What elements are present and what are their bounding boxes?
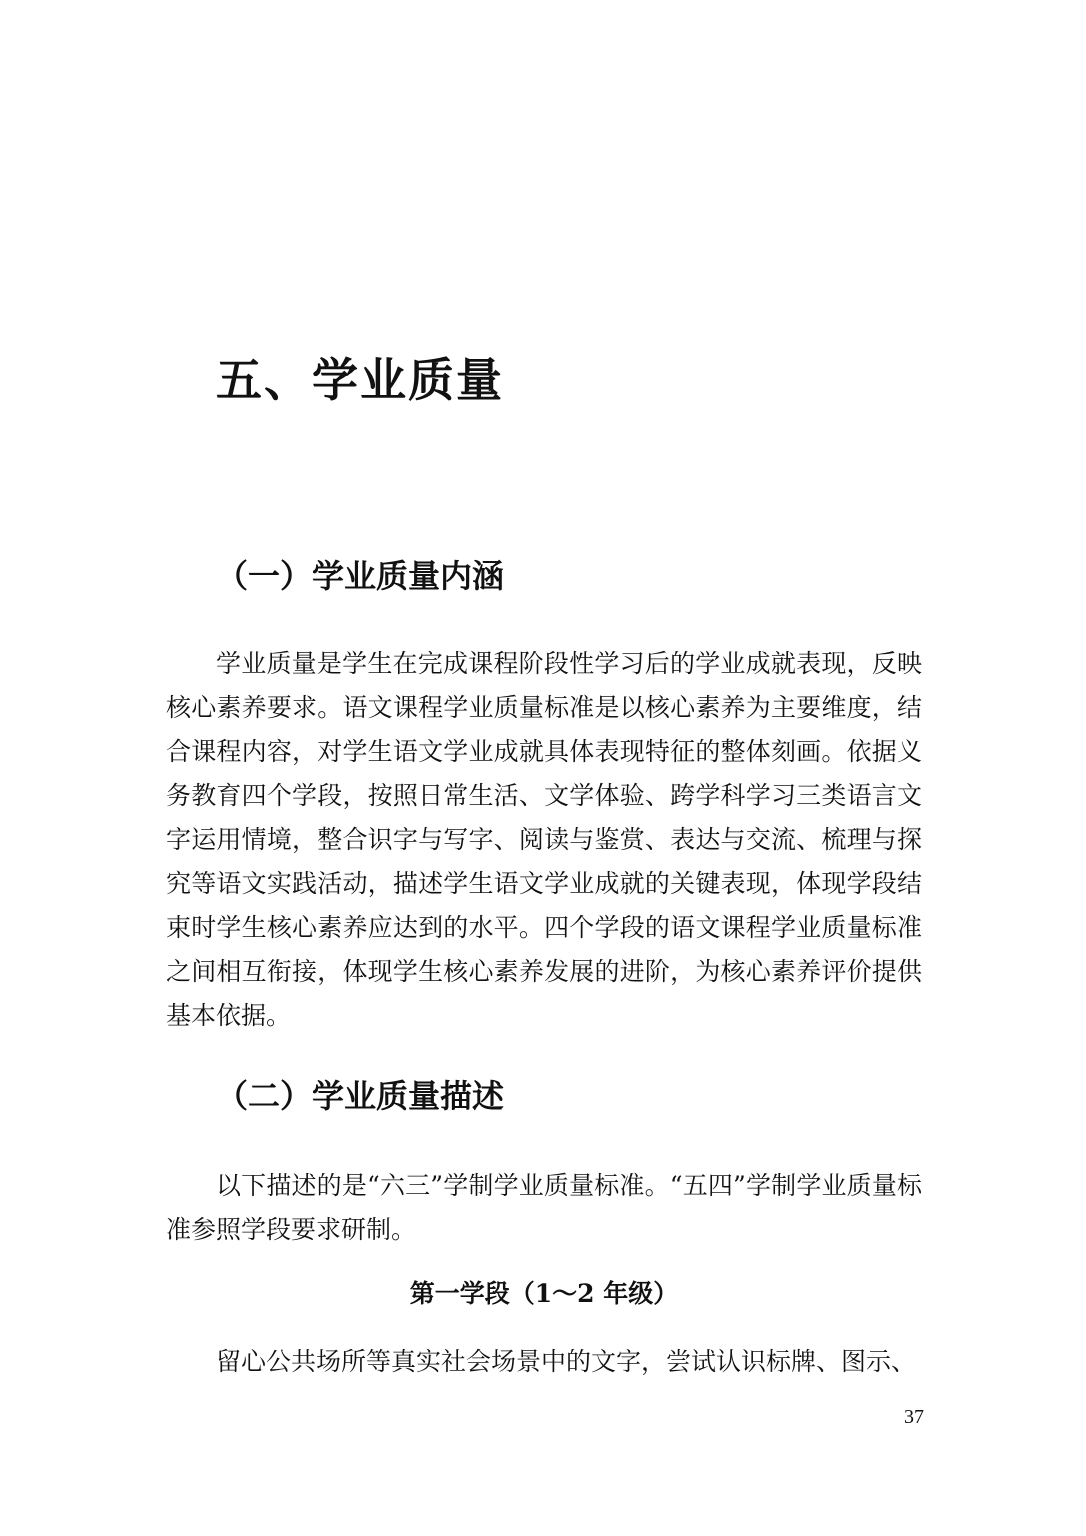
section-paragraph-description: 以下描述的是“六三”学制学业质量标准。“五四”学制学业质量标准参照学段要求研制。 xyxy=(166,1171,922,1244)
section-heading-connotation: （一）学业质量内涵 xyxy=(216,557,505,595)
stage-paragraph: 留心公共场所等真实社会场景中的文字，尝试认识标牌、图示、 xyxy=(216,1347,917,1376)
chapter-title: 五、学业质量 xyxy=(216,353,504,407)
section-paragraph-connotation: 学业质量是学生在完成课程阶段性学习后的学业成就表现，反映核心素养要求。语文课程学业质量标准是以核心素养为主要维度，结合课程内容，对学生语文学业成就具体表现特征的整体刻画。依据义务教育四个学段，按照日常生活、文学体验、跨学科学习三类语言文字运用情境，整合识字与写字、阅读与鉴赏、表达与交流、梳理与探究等语文实践活动，描述学生语文学业成就的关键表现，体现学段结束时学生核心素养应达到的水平。四个学段的语文课程学业质量标准之间相互衔接，体现学生核心素养发展的进阶，为核心素养评价提供基本依据。 xyxy=(166,649,922,1030)
page-number: 37 xyxy=(904,1406,924,1428)
section-heading-description: （二）学业质量描述 xyxy=(216,1077,505,1115)
stage-subheading: 第一学段（1～2 年级） xyxy=(409,1279,679,1308)
